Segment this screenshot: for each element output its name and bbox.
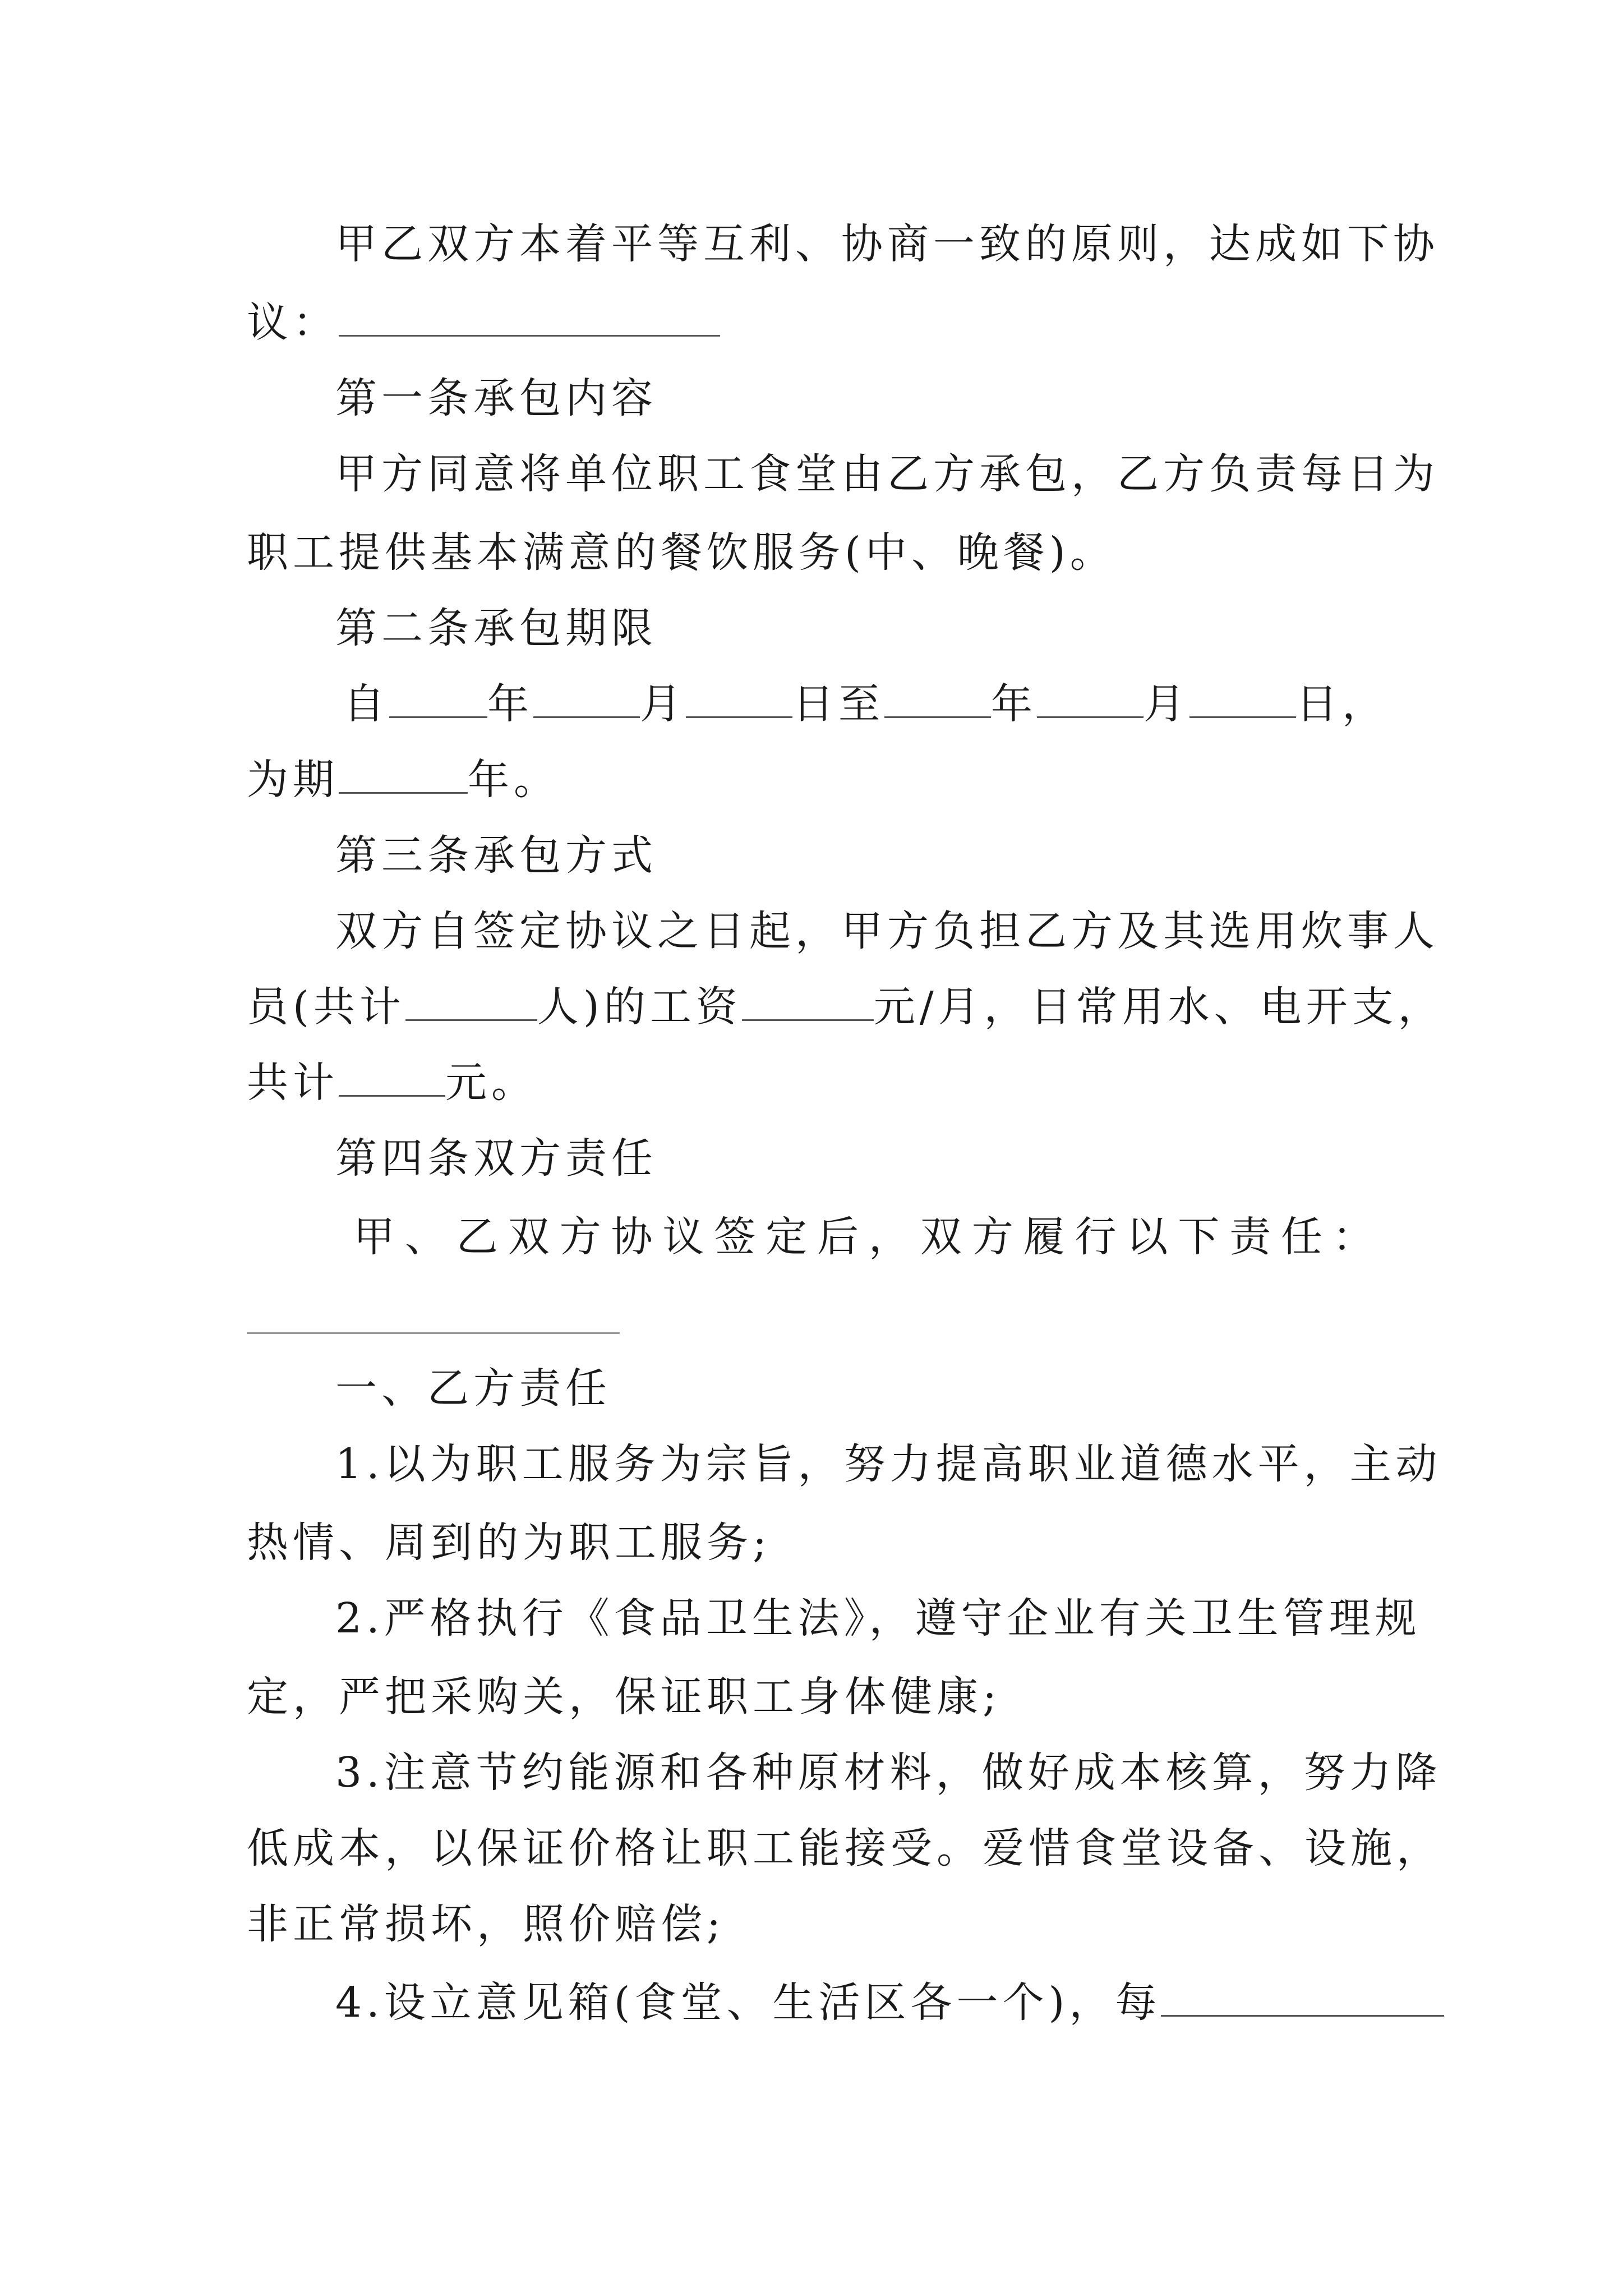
spaced-char: 以 bbox=[1126, 1213, 1168, 1261]
period-prefix: 为期 bbox=[247, 756, 339, 804]
date-part: 年 bbox=[487, 680, 533, 728]
fill-blank-line bbox=[247, 1332, 620, 1334]
article-3-line-3 bbox=[247, 1043, 1391, 1122]
spaced-char: ， bbox=[868, 1213, 910, 1261]
spaced-char: 议 bbox=[662, 1213, 704, 1261]
spaced-char: 方 bbox=[559, 1213, 601, 1261]
spaced-char: 、 bbox=[404, 1213, 446, 1261]
spaced-char: 双 bbox=[508, 1213, 550, 1261]
spaced-char: 协 bbox=[611, 1213, 653, 1261]
article-1-line-2: 职工提供基本满意的餐饮服务(中、晚餐)。 bbox=[247, 528, 1116, 577]
year-blank bbox=[884, 677, 991, 718]
article-2-period-line bbox=[247, 740, 1391, 819]
item-3-line-2: 低成本，以保证价格让职工能接受。爱惜食堂设备、设施， bbox=[247, 1824, 1442, 1872]
spaced-char: 定 bbox=[766, 1213, 808, 1261]
staff-count-blank bbox=[405, 980, 537, 1021]
section-b-heading: 一、乙方责任 bbox=[335, 1364, 611, 1412]
spaced-char: 行 bbox=[1075, 1213, 1117, 1261]
spaced-char: 后 bbox=[817, 1213, 859, 1261]
spaced-char: 方 bbox=[971, 1213, 1013, 1261]
intro-line-2-text: 议： bbox=[247, 298, 339, 347]
item-3-line-1: 3.注意节约能源和各种原材料，做好成本核算，努力降 bbox=[335, 1749, 1442, 1797]
total-blank bbox=[339, 1056, 445, 1097]
article-4-heading: 第四条双方责任 bbox=[335, 1134, 657, 1182]
date-part: 月 bbox=[1144, 680, 1189, 728]
article-3-line-2-c: 元/月，日常用水、电开支， bbox=[873, 983, 1444, 1031]
spaced-char: 签 bbox=[714, 1213, 756, 1261]
article-1-heading: 第一条承包内容 bbox=[335, 374, 657, 422]
day-blank bbox=[1189, 677, 1296, 718]
spaced-char: 乙 bbox=[456, 1213, 498, 1261]
spaced-char: ： bbox=[1332, 1213, 1374, 1261]
item-1-line-2: 热情、周到的为职工服务; bbox=[247, 1519, 771, 1567]
article-3-line-3-b: 元。 bbox=[445, 1059, 537, 1107]
date-part: 日至 bbox=[792, 680, 884, 728]
item-4-text: 4.设立意见箱(食堂、生活区各一个)，每 bbox=[335, 1978, 1161, 2027]
intro-line-2 bbox=[247, 283, 1391, 362]
fill-blank bbox=[339, 296, 720, 337]
spaced-char: 下 bbox=[1178, 1213, 1220, 1261]
item-3-line-3: 非正常损坏，照价赔偿; bbox=[247, 1900, 725, 1948]
period-suffix: 年。 bbox=[468, 756, 560, 804]
article-3-line-1: 双方自签定协议之日起，甲方负担乙方及其选用炊事人 bbox=[335, 907, 1439, 955]
month-blank bbox=[1037, 677, 1144, 718]
article-3-line-2-a: 员(共计 bbox=[247, 983, 405, 1031]
date-part: 自 bbox=[343, 680, 389, 728]
article-3-line-2-b: 人)的工资 bbox=[537, 983, 742, 1031]
wage-blank bbox=[742, 980, 874, 1021]
item-1-line-1: 1.以为职工服务为宗旨，努力提高职业道德水平，主动 bbox=[335, 1440, 1442, 1488]
period-blank bbox=[339, 753, 468, 794]
item-2-line-2: 定，严把采购关，保证职工身体健康; bbox=[247, 1673, 1001, 1721]
date-part: 年 bbox=[991, 680, 1037, 728]
date-part: 日， bbox=[1296, 680, 1388, 728]
spaced-char: 任 bbox=[1281, 1213, 1323, 1261]
item-2-line-1: 2.严格执行《食品卫生法》，遵守企业有关卫生管理规 bbox=[335, 1594, 1421, 1642]
month-blank bbox=[533, 677, 640, 718]
fill-blank bbox=[1161, 1976, 1444, 2017]
year-blank bbox=[389, 677, 487, 718]
article-2-heading: 第二条承包期限 bbox=[335, 604, 657, 652]
item-4-line-1 bbox=[335, 1963, 1479, 2042]
article-3-heading: 第三条承包方式 bbox=[335, 831, 657, 880]
spaced-char: 履 bbox=[1023, 1213, 1065, 1261]
spaced-char: 责 bbox=[1229, 1213, 1271, 1261]
article-3-line-2 bbox=[247, 968, 1444, 1046]
article-4-spaced-line bbox=[353, 1198, 1374, 1276]
day-blank bbox=[686, 677, 792, 718]
article-3-line-3-a: 共计 bbox=[247, 1059, 339, 1107]
spaced-char: 双 bbox=[920, 1213, 962, 1261]
spaced-char: 甲 bbox=[353, 1213, 395, 1261]
article-1-line-1: 甲方同意将单位职工食堂由乙方承包，乙方负责每日为 bbox=[335, 450, 1439, 498]
date-part: 月 bbox=[640, 680, 686, 728]
intro-line-1: 甲乙双方本着平等互利、协商一致的原则，达成如下协 bbox=[335, 220, 1439, 268]
article-2-date-line bbox=[343, 665, 1487, 743]
